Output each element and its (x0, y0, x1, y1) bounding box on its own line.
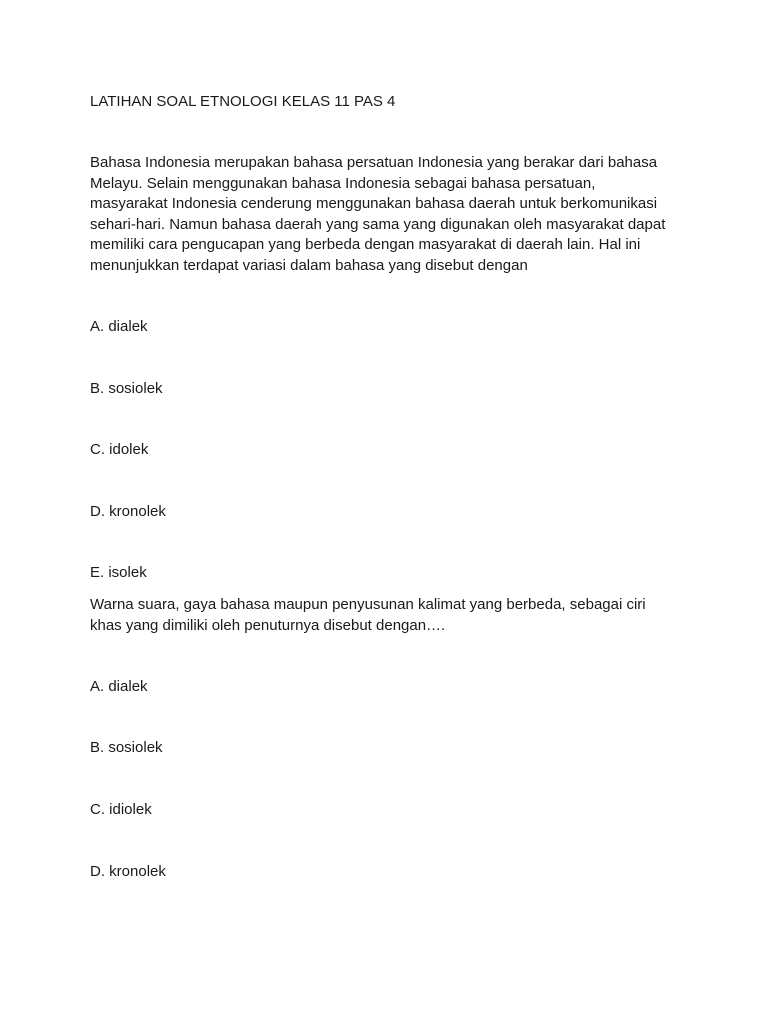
question-2-text (90, 595, 680, 636)
question-1-option-c: C. idolek (90, 441, 149, 458)
question-1-text (90, 153, 680, 277)
question-1-option-e: E. isolek (90, 564, 147, 581)
question-2-option-b: B. sosiolek (90, 739, 163, 756)
question-1-line: menunjukkan terdapat variasi dalam bahasa yang disebut dengan (90, 256, 528, 274)
document-title: LATIHAN SOAL ETNOLOGI KELAS 11 PAS 4 (90, 93, 396, 110)
question-2-option-d: D. kronolek (90, 863, 166, 880)
question-1-line: Melayu. Selain menggunakan bahasa Indonesia sebagai bahasa persatuan, (90, 174, 596, 192)
question-2-line: Warna suara, gaya bahasa maupun penyusunan kalimat yang berbeda, sebagai ciri (90, 596, 646, 613)
question-1-line: sehari-hari. Namun bahasa daerah yang sama yang digunakan oleh masyarakat dapat (90, 215, 666, 233)
question-1-line: memiliki cara pengucapan yang berbeda dengan masyarakat di daerah lain. Hal ini (90, 236, 641, 254)
question-1-option-b: B. sosiolek (90, 380, 163, 397)
question-1-line: masyarakat Indonesia cenderung menggunakan bahasa daerah untuk berkomunikasi (90, 195, 658, 213)
question-1-option-d: D. kronolek (90, 503, 166, 520)
question-2-line: khas yang dimiliki oleh penuturnya disebut dengan…. (90, 616, 446, 634)
question-2-option-a: A. dialek (90, 678, 148, 695)
question-1-line: Bahasa Indonesia merupakan bahasa persatuan Indonesia yang berakar dari bahasa (90, 154, 658, 171)
question-1-option-a: A. dialek (90, 318, 148, 335)
question-2-option-c: C. idiolek (90, 801, 152, 818)
